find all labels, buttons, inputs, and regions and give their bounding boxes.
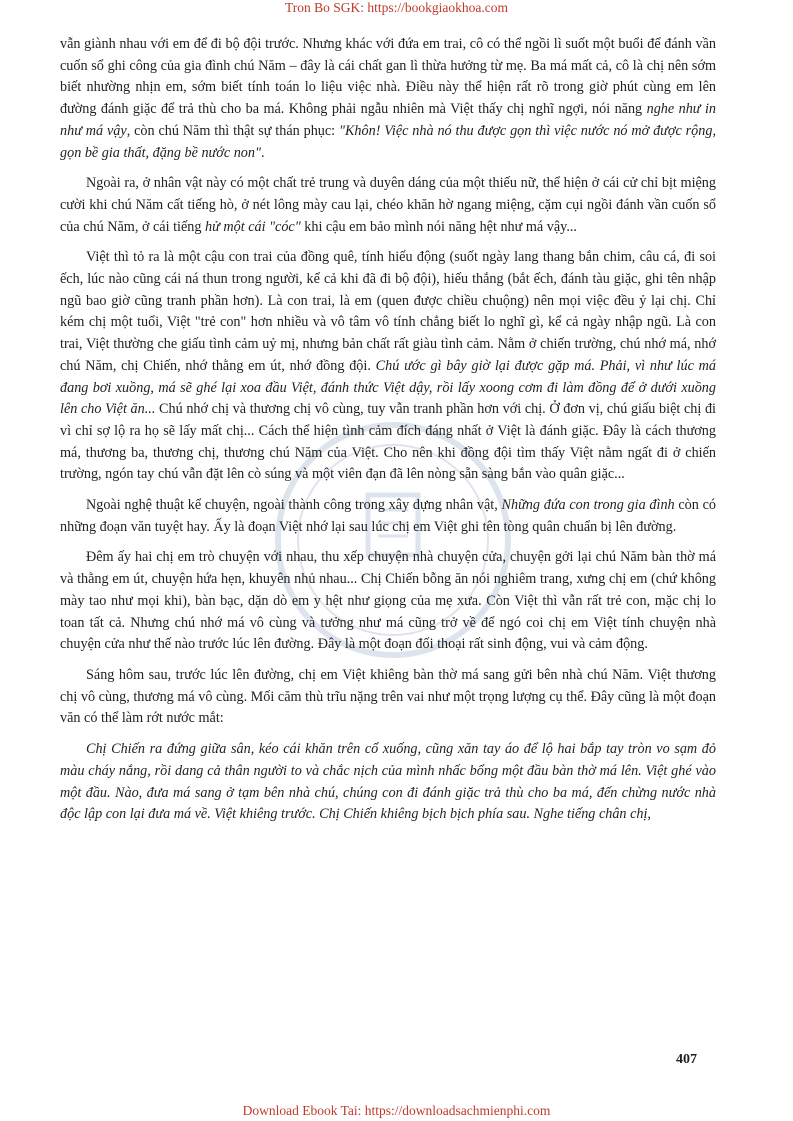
paragraph-2: Ngoài ra, ở nhân vật này có một chất trẻ trung và duyên dáng của một thiếu nữ, thể hiện ở cái cử chỉ bịt miệng cười khi chú Năm cất tiếng hò, ở nét lông mày cau lại, chéo khăn hờ ngang miệng, cặm cụi ngồi đánh vần cuốn sổ của chú Năm, ở cái tiếng hử một cái "cóc" khi cậu em bảo mình nói năng hệt như má vậy...	[60, 175, 716, 235]
document-body	[60, 34, 716, 835]
paragraph-4: Ngoài nghệ thuật kể chuyện, ngoài thành công trong xây dựng nhân vật, Những đứa con trong gia đình còn có những đoạn văn tuyệt hay. Ấy là đoạn Việt nhớ lại sau lúc chị em Việt ghi tên tòng quân chuẩn bị lên đường.	[60, 497, 716, 535]
paragraph-6: Sáng hôm sau, trước lúc lên đường, chị em Việt khiêng bàn thờ má sang gửi bên nhà chú Năm. Việt thương chị vô cùng, thương má vô cùng. Mối căm thù trĩu nặng trên vai như một trọng lượng cụ thể. Đây cũng là một đoạn văn có thể làm rớt nước mắt:	[60, 666, 716, 727]
footer-download-link[interactable]: Download Ebook Tai: https://downloadsachmienphi.com	[242, 1103, 551, 1118]
paragraph-3: Việt thì tỏ ra là một cậu con trai của đồng quê, tính hiếu động (suốt ngày lang thang bắn chim, câu cá, đi soi ếch, lúc nào cũng cái ná thun trong người, kể cả khi đã đi bộ đội), hiếu thắng (bắt ếch, đánh tàu giặc, ghi tên nhập ngũ bao giờ cũng tranh phần hơn). Là con trai, là em (quen được chiều chuộng) nên mọi việc đều ỷ lại chị. Chỉ kém chị một tuổi, Việt "trẻ con" hơn nhiều và vô tâm vô tính chẳng biết lo nghĩ gì, kể cả ngày nhập ngũ. Là con trai, Việt thường che giấu tình cảm uỷ mị, nhưng bản chất rất giàu tình cảm. Nằm ở chiến trường, chú nhớ má, nhớ chú Năm, chị Chiến, nhớ thằng em út, nhớ đồng đội. Chú ước gì bây giờ lại được gặp má. Phải, vì như lúc má đang bơi xuồng, má sẽ ghé lại xoa đầu Việt, đánh thức Việt dậy, rồi lấy xoong cơm đi làm đồng để ở dưới xuồng lên cho Việt ăn... Chú nhớ chị và thương chị vô cùng, tuy vẫn tranh phần hơn với chị. Ở đơn vị, chú giấu biệt chị đi vì chỉ sợ lộ ra họ sẽ lấy mất chị... Cách thể hiện tình cảm đích đáng nhất ở Việt là đánh giặc. Đây là cách thương má, thương ba, thương chị, thương chú Năm của Việt. Cho nên khi đồng đội tìm thấy Việt nằm ngất đi ở chiến trường, ngón tay chú vẫn đặt lên cò súng và một viên đạn đã lên nòng sẵn sàng bắn vào quân giặc...	[60, 249, 716, 483]
paragraph-1: vẫn giành nhau với em để đi bộ đội trước. Nhưng khác với đứa em trai, cô có thể ngồi lì suốt một buổi để đánh vần cuốn sổ ghi công của gia đình chú Năm – đây là cái chất gan lì thừa hưởng từ mẹ. Ba má mất cả, cô là chị nên sớm biết nhường nhịn em, sớm biết tính toán lo liệu việc nhà. Điều này thể hiện rất rõ trong giờ phút cùng em lên đường đánh giặc để trả thù cho ba má. Không phải ngẫu nhiên mà Việt thấy chị nghĩ ngợi, nói năng nghe như in như má vậy, còn chú Năm thì thật sự thán phục: "Khôn! Việc nhà nó thu được gọn thì việc nước nó mở được rộng, gọn bề gia thất, đặng bề nước non".	[60, 36, 716, 161]
header-source-link[interactable]: Tron Bo SGK: https://bookgiaokhoa.com	[284, 0, 508, 15]
paragraph-5: Đêm ấy hai chị em trò chuyện với nhau, thu xếp chuyện nhà chuyện cửa, chuyện gởi lại chú Năm bàn thờ má và thằng em út, chuyện hứa hẹn, khuyên nhủ nhau... Chị Chiến bỗng ăn nói nghiêm trang, xưng chị em (chứ không mày tao như mọi khi), bàn bạc, dặn dò em y hệt như giọng của mẹ xưa. Còn Việt thì vẫn rất trẻ con, mặc chị lo toan tất cả. Nhưng chú nhớ má vô cùng và tưởng như má cũng trở về để ngó coi chị em Việt tính chuyện nhà chuyện cửa như thế nào trước lúc lên đường. Đây là một đoạn đối thoại rất sinh động, vui và cảm động.	[60, 549, 716, 653]
page-number: 407	[676, 1052, 697, 1067]
paragraph-7-quote: Chị Chiến ra đứng giữa sân, kéo cái khăn trên cổ xuống, cũng xăn tay áo để lộ hai bắp tay tròn vo sạm đỏ màu cháy nắng, rồi dang cả thân người to và chắc nịch của mình nhấc bổng một đầu bàn thờ má lên. Việt ghé vào một đầu. Nào, đưa má sang ở tạm bên nhà chú, chúng con đi đánh giặc trả thù cho ba má, đến chừng nước nhà độc lập con lại đưa má về. Việt khiêng trước. Chị Chiến khiêng bịch bịch phía sau. Nghe tiếng chân chị,	[60, 741, 716, 823]
